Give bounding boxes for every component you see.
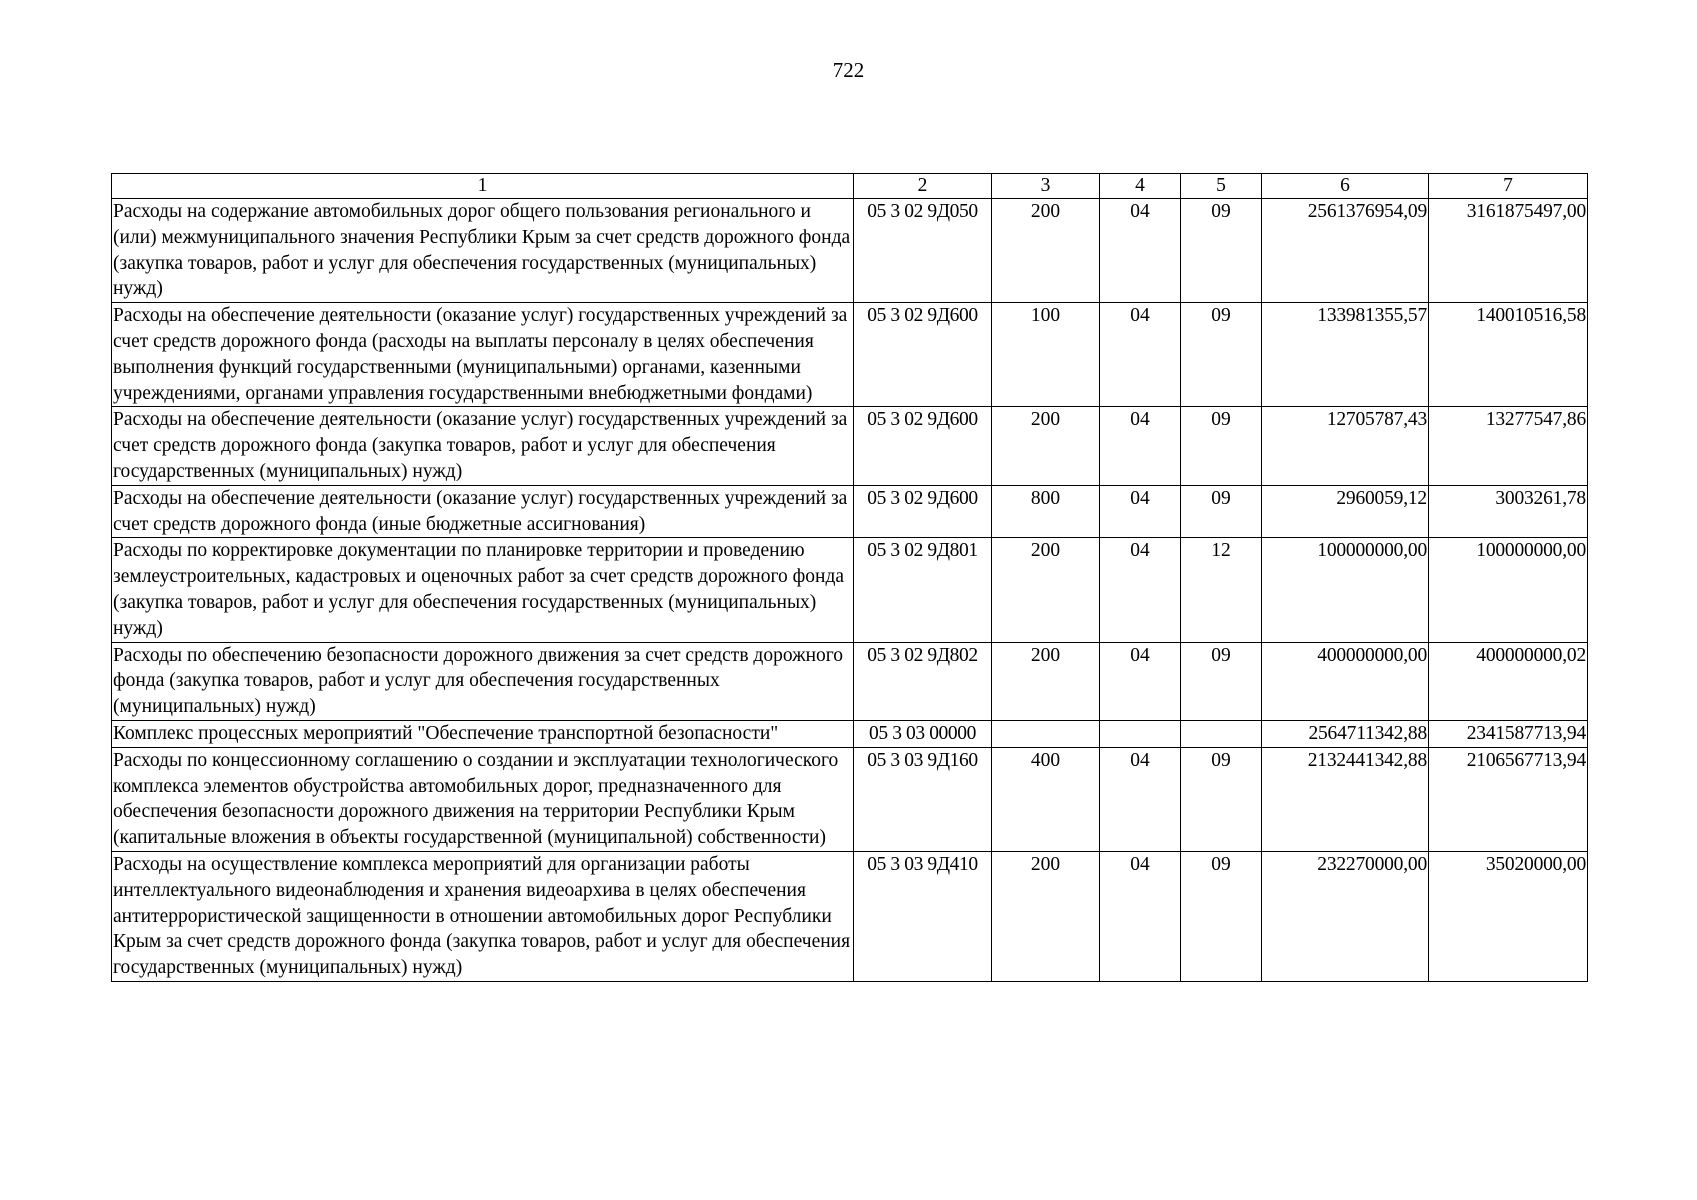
- section-code: 04: [1100, 851, 1181, 981]
- target-article-code: 05 3 02 9Д600: [854, 407, 992, 485]
- section-code: 04: [1100, 538, 1181, 642]
- column-header-4: 4: [1100, 174, 1181, 199]
- amount-year-2: 140010516,58: [1429, 303, 1588, 407]
- amount-year-2: 13277547,86: [1429, 407, 1588, 485]
- amount-year-2: 3003261,78: [1429, 485, 1588, 538]
- amount-year-1: 232270000,00: [1262, 851, 1429, 981]
- amount-year-2: 100000000,00: [1429, 538, 1588, 642]
- table-row: [112, 538, 1588, 642]
- subsection-code: 09: [1181, 851, 1262, 981]
- amount-year-2: 2106567713,94: [1429, 747, 1588, 851]
- column-header-7: 7: [1429, 174, 1588, 199]
- target-article-code: 05 3 03 9Д160: [854, 747, 992, 851]
- amount-year-1: 12705787,43: [1262, 407, 1429, 485]
- table-row: [112, 851, 1588, 981]
- section-code: 04: [1100, 303, 1181, 407]
- expense-type-code: 200: [992, 538, 1100, 642]
- expense-type-code: 200: [992, 199, 1100, 303]
- table-row: [112, 747, 1588, 851]
- column-header-5: 5: [1181, 174, 1262, 199]
- table-row: [112, 407, 1588, 485]
- subsection-code: 09: [1181, 303, 1262, 407]
- target-article-code: 05 3 02 9Д802: [854, 642, 992, 720]
- expense-type-code: 800: [992, 485, 1100, 538]
- target-article-code: 05 3 03 9Д410: [854, 851, 992, 981]
- expense-name: Расходы на содержание автомобильных дорог общего пользования регионального и (или) межмуниципального значения Республики Крым за счет средств дорожного фонда (закупка товаров, работ и услуг для обеспечения государственных (муниципальных) нужд): [112, 199, 854, 303]
- amount-year-1: 2132441342,88: [1262, 747, 1429, 851]
- amount-year-2: 400000000,02: [1429, 642, 1588, 720]
- subsection-code: [1181, 720, 1262, 747]
- expense-name: Расходы на обеспечение деятельности (оказание услуг) государственных учреждений за счет средств дорожного фонда (иные бюджетные ассигнования): [112, 485, 854, 538]
- amount-year-1: 2960059,12: [1262, 485, 1429, 538]
- target-article-code: 05 3 02 9Д801: [854, 538, 992, 642]
- expense-type-code: 100: [992, 303, 1100, 407]
- page-number: 722: [832, 58, 865, 82]
- section-code: 04: [1100, 642, 1181, 720]
- expense-type-code: 200: [992, 851, 1100, 981]
- amount-year-2: 2341587713,94: [1429, 720, 1588, 747]
- target-article-code: 05 3 02 9Д050: [854, 199, 992, 303]
- expense-name: Расходы на обеспечение деятельности (оказание услуг) государственных учреждений за счет средств дорожного фонда (закупка товаров, работ и услуг для обеспечения государственных (муниципальных) нужд): [112, 407, 854, 485]
- target-article-code: 05 3 03 00000: [854, 720, 992, 747]
- section-code: [1100, 720, 1181, 747]
- subsection-code: 09: [1181, 747, 1262, 851]
- table-header-row: [112, 174, 1588, 199]
- amount-year-1: 400000000,00: [1262, 642, 1429, 720]
- amount-year-1: 100000000,00: [1262, 538, 1429, 642]
- subsection-code: 09: [1181, 407, 1262, 485]
- subsection-code: 09: [1181, 485, 1262, 538]
- expense-name: Расходы на осуществление комплекса мероприятий для организации работы интеллектуального видеонаблюдения и хранения видеоархива в целях обеспечения антитеррористической защищенности в отношении автомобильных дорог Республики Крым за счет средств дорожного фонда (закупка товаров, работ и услуг для обеспечения государственных (муниципальных) нужд): [112, 851, 854, 981]
- expense-name: Расходы на обеспечение деятельности (оказание услуг) государственных учреждений за счет средств дорожного фонда (расходы на выплаты персоналу в целях обеспечения выполнения функций государственными (муниципальными) органами, казенными учреждениями, органами управления государственными внебюджетными фондами): [112, 303, 854, 407]
- column-header-3: 3: [992, 174, 1100, 199]
- expense-name: Расходы по корректировке документации по планировке территории и проведению землеустроительных, кадастровых и оценочных работ за счет средств дорожного фонда (закупка товаров, работ и услуг для обеспечения государственных (муниципальных) нужд): [112, 538, 854, 642]
- target-article-code: 05 3 02 9Д600: [854, 485, 992, 538]
- expense-name: Комплекс процессных мероприятий "Обеспечение транспортной безопасности": [112, 720, 854, 747]
- amount-year-1: 133981355,57: [1262, 303, 1429, 407]
- expense-type-code: [992, 720, 1100, 747]
- column-header-1: 1: [112, 174, 854, 199]
- budget-table: [111, 173, 1588, 982]
- amount-year-2: 35020000,00: [1429, 851, 1588, 981]
- expense-type-code: 200: [992, 642, 1100, 720]
- section-code: 04: [1100, 407, 1181, 485]
- expense-name: Расходы по концессионному соглашению о создании и эксплуатации технологического комплекса элементов обустройства автомобильных дорог, предназначенного для обеспечения безопасности дорожного движения на территории Республики Крым (капитальные вложения в объекты государственной (муниципальной) собственности): [112, 747, 854, 851]
- table-row: [112, 642, 1588, 720]
- table-row: [112, 199, 1588, 303]
- amount-year-1: 2561376954,09: [1262, 199, 1429, 303]
- amount-year-1: 2564711342,88: [1262, 720, 1429, 747]
- subsection-code: 12: [1181, 538, 1262, 642]
- expense-name: Расходы по обеспечению безопасности дорожного движения за счет средств дорожного фонда (закупка товаров, работ и услуг для обеспечения государственных (муниципальных) нужд): [112, 642, 854, 720]
- table-row: [112, 485, 1588, 538]
- expense-type-code: 200: [992, 407, 1100, 485]
- column-header-6: 6: [1262, 174, 1429, 199]
- section-code: 04: [1100, 199, 1181, 303]
- section-code: 04: [1100, 747, 1181, 851]
- table-row: [112, 303, 1588, 407]
- target-article-code: 05 3 02 9Д600: [854, 303, 992, 407]
- table-row: [112, 720, 1588, 747]
- subsection-code: 09: [1181, 199, 1262, 303]
- subsection-code: 09: [1181, 642, 1262, 720]
- amount-year-2: 3161875497,00: [1429, 199, 1588, 303]
- section-code: 04: [1100, 485, 1181, 538]
- column-header-2: 2: [854, 174, 992, 199]
- expense-type-code: 400: [992, 747, 1100, 851]
